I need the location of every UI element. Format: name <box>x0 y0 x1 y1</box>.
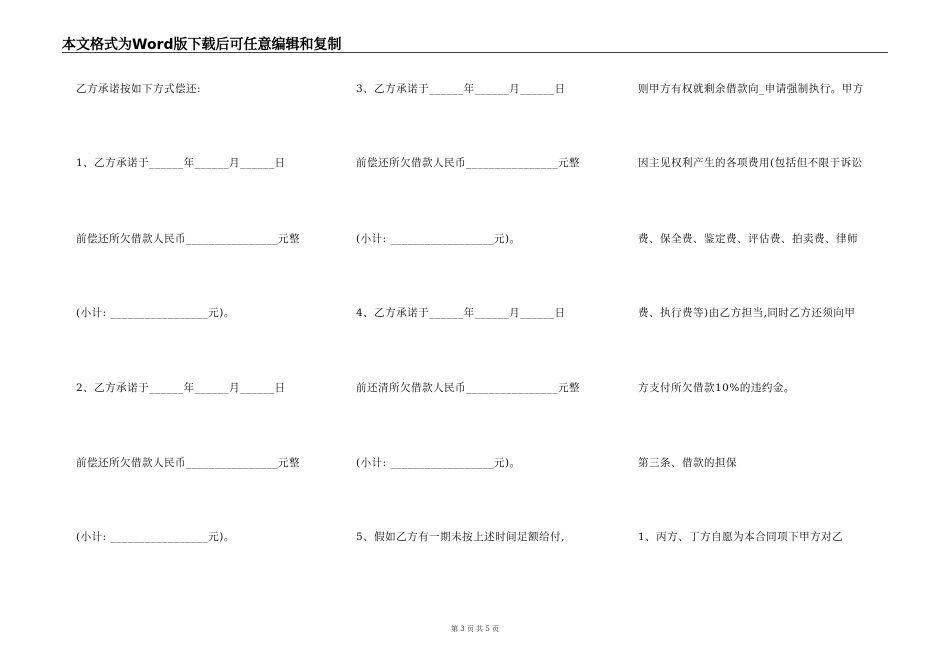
text-line: 4、乙方承诺于______年______月______日 <box>356 307 566 319</box>
page-header-title: 本文格式为Word版下载后可任意编辑和复制 <box>62 37 342 53</box>
text-line: 费、执行费等)由乙方担当,同时乙方还须向甲 <box>638 307 856 319</box>
text-line: 1、丙方、丁方自愿为本合同项下甲方对乙 <box>638 531 844 543</box>
text-line: 5、假如乙方有一期未按上述时间足额给付, <box>356 531 566 543</box>
text-line: 前偿还所欠借款人民币________________元整 <box>76 233 300 245</box>
text-line: (小计: __________________元)。 <box>356 457 521 469</box>
section-heading: 第三条、借款的担保 <box>638 457 737 469</box>
text-line: 则甲方有权就剩余借款向_申请强制执行。甲方 <box>638 83 864 95</box>
text-line: 乙方承诺按如下方式偿还: <box>76 83 202 95</box>
text-line: (小计: _________________元)。 <box>76 307 235 319</box>
text-line: 前偿还所欠借款人民币________________元整 <box>356 157 580 169</box>
text-line: 前还清所欠借款人民币________________元整 <box>356 382 580 394</box>
text-line: 方支付所欠借款10%的违约金。 <box>638 382 795 394</box>
text-line: 前偿还所欠借款人民币________________元整 <box>76 457 300 469</box>
text-line: (小计: __________________元)。 <box>356 233 521 245</box>
text-line: 费、保全费、鉴定费、评估费、拍卖费、律师 <box>638 233 858 245</box>
text-line: 3、乙方承诺于______年______月______日 <box>356 83 566 95</box>
header-divider <box>62 52 888 53</box>
text-line: (小计: _________________元)。 <box>76 531 235 543</box>
text-line: 因主见权利产生的各项费用(包括但不限于诉讼 <box>638 157 863 169</box>
text-line: 2、乙方承诺于______年______月______日 <box>76 382 286 394</box>
text-line: 1、乙方承诺于______年______月______日 <box>76 157 286 169</box>
page-number: 第 3 页 共 5 页 <box>450 625 500 633</box>
